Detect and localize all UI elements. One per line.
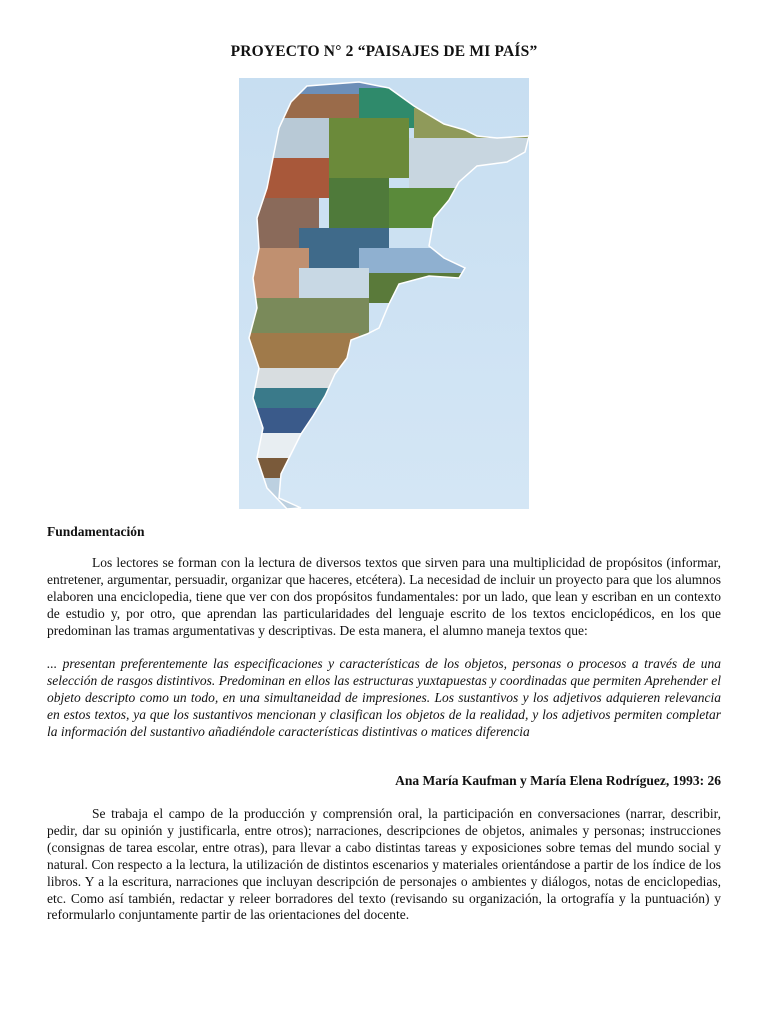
block-quote: ... presentan preferentemente las especificaciones y características de los objetos, personas o procesos a través de una selección de rasgos distintivos. Predominan en ellos las estructuras yuxtapuestas y coordinadas que permiten Aprehender el objeto descripto como un todo, en una simultaneidad de impresiones. Los sustantivos y los adjetivos adquieren relevancia en estos textos, ya que los sustantivos mencionan y clasifican los objetos de la realidad, y los adjetivos permiten completar la información del sustantivo añadiéndole características distintivas o matices diferencia [47,656,721,739]
page-title: PROYECTO N° 2 “PAISAJES DE MI PAÍS” [230,43,538,60]
landscape-collage-map-icon [239,78,529,509]
paragraph-oral-production: Se trabaja el campo de la producción y comprensión oral, la participación en conversaciones (narrar, describir, pedir, dar su opinión y justificarla, entre otros); narraciones, descripciones de objetos, animales y personas; instrucciones (consignas de tarea escolar, entre otras), para llevar a cabo distintas tareas y exposiciones sobre temas del mundo social y natural. Con respecto a la lectura, la utilización de distintos escenarios y materiales orientándose a partir de los índice de los libros. Y a la escritura, narraciones que incluyan descripción de personajes o ambientes y diálogos, notas de enciclopedias, etc. Como así también, redactar y releer borradores del texto (revisando su organización, la ortografía y la puntuación) y reformularlo conjuntamente partir de las orientaciones del docente. [47,806,721,923]
argentina-landscape-map-image [239,78,529,509]
section-heading: Fundamentación [47,524,145,539]
paragraph-fundamentacion: Los lectores se forman con la lectura de diversos textos que sirven para una multiplicidad de propósitos (informar, entretener, argumentar, persuadir, organizar que haceres, etcétera). La necesidad de incluir un proyecto para que los alumnos elaboren una enciclopedia, tiene que ver con dos propósitos fundamentales: por un lado, que lean y escriban en un contexto de estudio y, por otro, que aprendan las particularidades del lenguaje escrito de los textos enciclopédicos, en los que predominan las tramas argumentativas y descriptivas. De esta manera, el alumno maneja textos que: [47,555,721,638]
quote-citation: Ana María Kaufman y María Elena Rodríguez, 1993: 26 [395,773,721,788]
